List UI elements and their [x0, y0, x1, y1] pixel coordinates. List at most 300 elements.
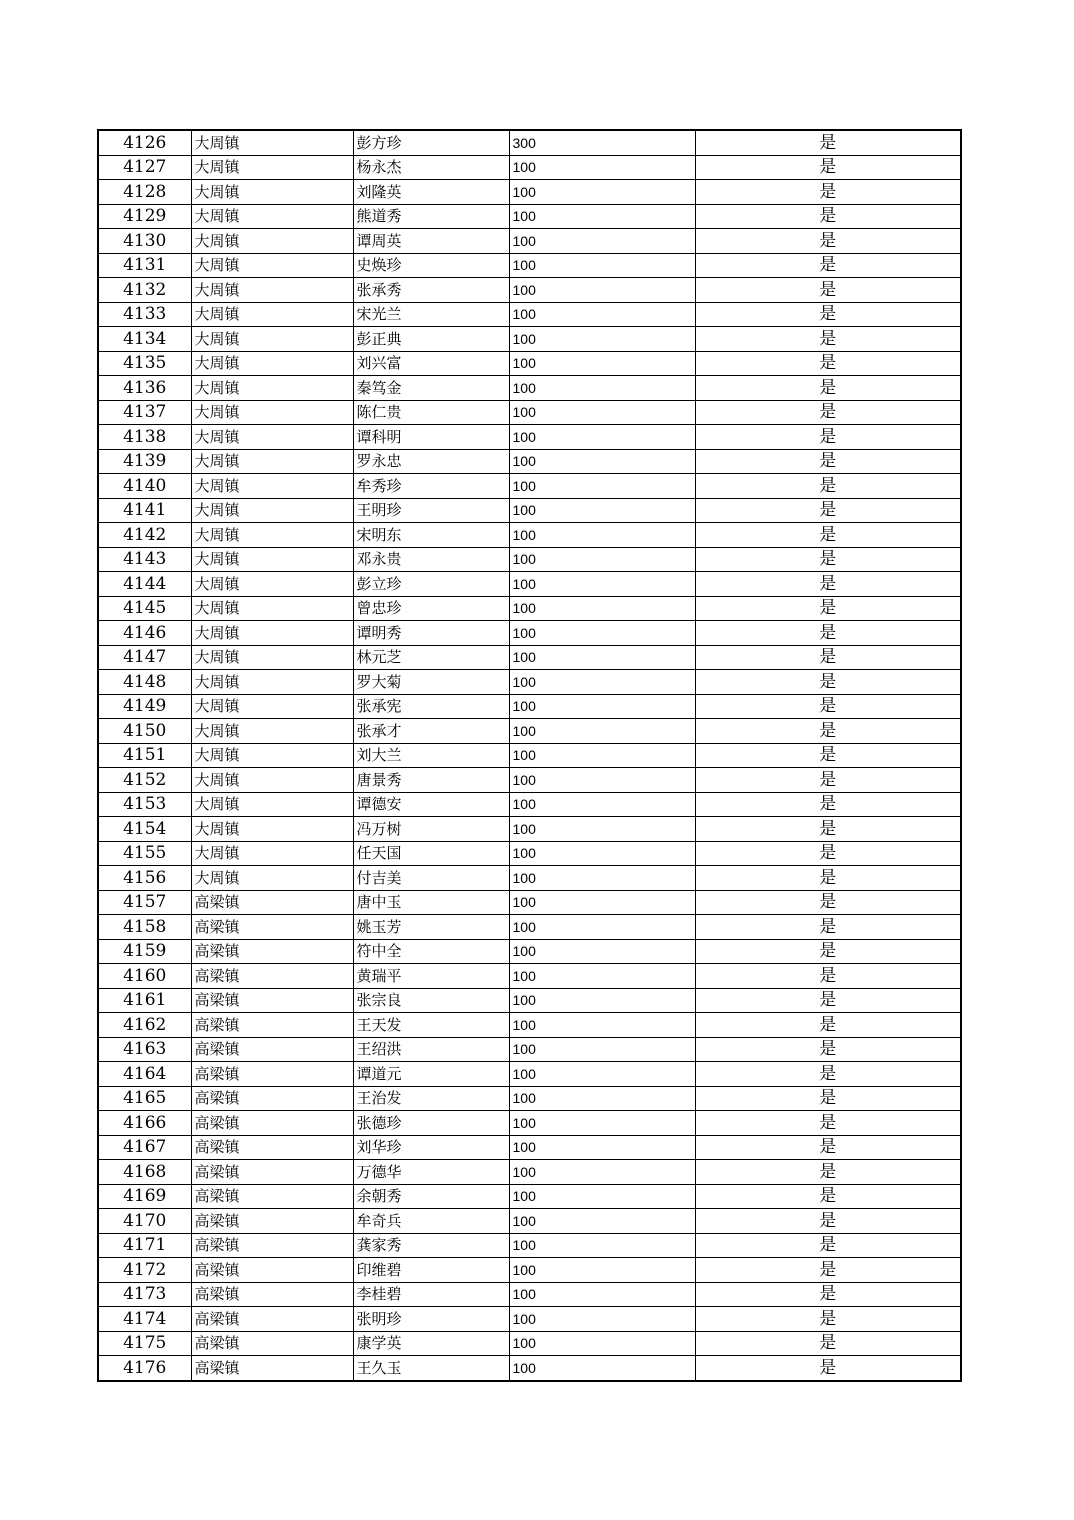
town-cell: 大周镇: [191, 523, 353, 548]
town-cell: 大周镇: [191, 400, 353, 425]
amount-cell: 100: [509, 939, 695, 964]
amount-cell: 100: [509, 1282, 695, 1307]
status-cell: 是: [695, 351, 961, 376]
town-cell: 大周镇: [191, 376, 353, 401]
town-cell: 高梁镇: [191, 1013, 353, 1038]
status-cell: 是: [695, 229, 961, 254]
status-cell: 是: [695, 890, 961, 915]
person-name-cell: 宋光兰: [353, 302, 509, 327]
person-name-cell: 唐景秀: [353, 768, 509, 793]
amount-cell: 100: [509, 964, 695, 989]
person-name-cell: 谭明秀: [353, 621, 509, 646]
row-number-cell: 4171: [98, 1233, 191, 1258]
town-cell: 大周镇: [191, 253, 353, 278]
person-name-cell: 冯万树: [353, 817, 509, 842]
person-name-cell: 谭科明: [353, 425, 509, 450]
table-row: [98, 621, 961, 646]
row-number-cell: 4132: [98, 278, 191, 303]
status-cell: 是: [695, 1013, 961, 1038]
table-row: [98, 1086, 961, 1111]
table-row: [98, 180, 961, 205]
row-number-cell: 4168: [98, 1160, 191, 1185]
amount-cell: 100: [509, 449, 695, 474]
status-cell: 是: [695, 474, 961, 499]
row-number-cell: 4165: [98, 1086, 191, 1111]
town-cell: 大周镇: [191, 474, 353, 499]
status-cell: 是: [695, 1111, 961, 1136]
person-name-cell: 刘隆英: [353, 180, 509, 205]
row-number-cell: 4142: [98, 523, 191, 548]
table-row: [98, 278, 961, 303]
amount-cell: 100: [509, 1356, 695, 1381]
table-row: [98, 155, 961, 180]
status-cell: 是: [695, 768, 961, 793]
amount-cell: 100: [509, 400, 695, 425]
amount-cell: 100: [509, 351, 695, 376]
row-number-cell: 4153: [98, 792, 191, 817]
status-cell: 是: [695, 1037, 961, 1062]
table-row: [98, 253, 961, 278]
status-cell: 是: [695, 817, 961, 842]
town-cell: 大周镇: [191, 425, 353, 450]
town-cell: 高梁镇: [191, 939, 353, 964]
status-cell: 是: [695, 1135, 961, 1160]
status-cell: 是: [695, 547, 961, 572]
table-row: [98, 400, 961, 425]
amount-cell: 100: [509, 1160, 695, 1185]
town-cell: 高梁镇: [191, 1160, 353, 1185]
town-cell: 大周镇: [191, 351, 353, 376]
person-name-cell: 谭德安: [353, 792, 509, 817]
row-number-cell: 4136: [98, 376, 191, 401]
table-row: [98, 1233, 961, 1258]
amount-cell: 100: [509, 278, 695, 303]
status-cell: 是: [695, 1282, 961, 1307]
row-number-cell: 4161: [98, 988, 191, 1013]
amount-cell: 100: [509, 768, 695, 793]
table-row: [98, 1258, 961, 1283]
table-row: [98, 1282, 961, 1307]
person-name-cell: 任天国: [353, 841, 509, 866]
row-number-cell: 4126: [98, 130, 191, 155]
row-number-cell: 4167: [98, 1135, 191, 1160]
table-row: [98, 768, 961, 793]
amount-cell: 100: [509, 866, 695, 891]
table-row: [98, 719, 961, 744]
town-cell: 大周镇: [191, 768, 353, 793]
town-cell: 大周镇: [191, 621, 353, 646]
town-cell: 大周镇: [191, 155, 353, 180]
table-row: [98, 302, 961, 327]
amount-cell: 100: [509, 547, 695, 572]
row-number-cell: 4166: [98, 1111, 191, 1136]
status-cell: 是: [695, 1160, 961, 1185]
row-number-cell: 4134: [98, 327, 191, 352]
row-number-cell: 4138: [98, 425, 191, 450]
table-row: [98, 1307, 961, 1332]
status-cell: 是: [695, 915, 961, 940]
person-name-cell: 张承宪: [353, 694, 509, 719]
table-row: [98, 474, 961, 499]
person-name-cell: 史焕珍: [353, 253, 509, 278]
status-cell: 是: [695, 204, 961, 229]
row-number-cell: 4172: [98, 1258, 191, 1283]
row-number-cell: 4163: [98, 1037, 191, 1062]
table-row: [98, 572, 961, 597]
town-cell: 高梁镇: [191, 1062, 353, 1087]
amount-cell: 100: [509, 841, 695, 866]
town-cell: 大周镇: [191, 841, 353, 866]
amount-cell: 100: [509, 1037, 695, 1062]
person-name-cell: 熊道秀: [353, 204, 509, 229]
row-number-cell: 4169: [98, 1184, 191, 1209]
table-body: [98, 130, 961, 1381]
status-cell: 是: [695, 1258, 961, 1283]
person-name-cell: 杨永杰: [353, 155, 509, 180]
table-row: [98, 694, 961, 719]
town-cell: 大周镇: [191, 180, 353, 205]
amount-cell: 100: [509, 817, 695, 842]
row-number-cell: 4137: [98, 400, 191, 425]
town-cell: 高梁镇: [191, 1086, 353, 1111]
table-row: [98, 1062, 961, 1087]
table-row: [98, 890, 961, 915]
amount-cell: 100: [509, 204, 695, 229]
amount-cell: 100: [509, 1258, 695, 1283]
table-row: [98, 1356, 961, 1381]
status-cell: 是: [695, 498, 961, 523]
table-row: [98, 596, 961, 621]
table-row: [98, 988, 961, 1013]
row-number-cell: 4127: [98, 155, 191, 180]
town-cell: 大周镇: [191, 792, 353, 817]
town-cell: 大周镇: [191, 547, 353, 572]
table-row: [98, 1209, 961, 1234]
table-row: [98, 1135, 961, 1160]
town-cell: 高梁镇: [191, 1258, 353, 1283]
amount-cell: 100: [509, 1331, 695, 1356]
status-cell: 是: [695, 130, 961, 155]
row-number-cell: 4146: [98, 621, 191, 646]
table-row: [98, 817, 961, 842]
status-cell: 是: [695, 180, 961, 205]
amount-cell: 100: [509, 890, 695, 915]
table-row: [98, 1037, 961, 1062]
person-name-cell: 罗大菊: [353, 670, 509, 695]
amount-cell: 100: [509, 523, 695, 548]
table-row: [98, 376, 961, 401]
row-number-cell: 4140: [98, 474, 191, 499]
table-row: [98, 743, 961, 768]
row-number-cell: 4164: [98, 1062, 191, 1087]
amount-cell: 100: [509, 645, 695, 670]
status-cell: 是: [695, 743, 961, 768]
table-row: [98, 523, 961, 548]
amount-cell: 100: [509, 743, 695, 768]
row-number-cell: 4152: [98, 768, 191, 793]
row-number-cell: 4159: [98, 939, 191, 964]
table-row: [98, 229, 961, 254]
town-cell: 高梁镇: [191, 1111, 353, 1136]
town-cell: 大周镇: [191, 130, 353, 155]
row-number-cell: 4154: [98, 817, 191, 842]
person-name-cell: 刘大兰: [353, 743, 509, 768]
amount-cell: 100: [509, 253, 695, 278]
amount-cell: 100: [509, 621, 695, 646]
amount-cell: 100: [509, 1062, 695, 1087]
person-name-cell: 王治发: [353, 1086, 509, 1111]
row-number-cell: 4130: [98, 229, 191, 254]
row-number-cell: 4162: [98, 1013, 191, 1038]
town-cell: 大周镇: [191, 278, 353, 303]
row-number-cell: 4155: [98, 841, 191, 866]
person-name-cell: 张承才: [353, 719, 509, 744]
row-number-cell: 4141: [98, 498, 191, 523]
amount-cell: 100: [509, 694, 695, 719]
town-cell: 大周镇: [191, 302, 353, 327]
town-cell: 高梁镇: [191, 1233, 353, 1258]
amount-cell: 100: [509, 1086, 695, 1111]
person-name-cell: 印维碧: [353, 1258, 509, 1283]
table-row: [98, 130, 961, 155]
table-row: [98, 841, 961, 866]
amount-cell: 100: [509, 1233, 695, 1258]
amount-cell: 100: [509, 376, 695, 401]
town-cell: 大周镇: [191, 204, 353, 229]
status-cell: 是: [695, 572, 961, 597]
person-name-cell: 王明珍: [353, 498, 509, 523]
status-cell: 是: [695, 988, 961, 1013]
person-name-cell: 张承秀: [353, 278, 509, 303]
person-name-cell: 余朝秀: [353, 1184, 509, 1209]
amount-cell: 100: [509, 425, 695, 450]
table-row: [98, 866, 961, 891]
amount-cell: 100: [509, 180, 695, 205]
person-name-cell: 张宗良: [353, 988, 509, 1013]
town-cell: 大周镇: [191, 719, 353, 744]
amount-cell: 100: [509, 498, 695, 523]
person-name-cell: 张明珍: [353, 1307, 509, 1332]
table-row: [98, 1013, 961, 1038]
town-cell: 高梁镇: [191, 890, 353, 915]
row-number-cell: 4156: [98, 866, 191, 891]
table-row: [98, 351, 961, 376]
status-cell: 是: [695, 719, 961, 744]
row-number-cell: 4160: [98, 964, 191, 989]
person-name-cell: 彭正典: [353, 327, 509, 352]
person-name-cell: 牟奇兵: [353, 1209, 509, 1234]
row-number-cell: 4175: [98, 1331, 191, 1356]
status-cell: 是: [695, 1356, 961, 1381]
person-name-cell: 刘兴富: [353, 351, 509, 376]
person-name-cell: 王久玉: [353, 1356, 509, 1381]
table-row: [98, 547, 961, 572]
status-cell: 是: [695, 376, 961, 401]
town-cell: 大周镇: [191, 817, 353, 842]
person-name-cell: 谭周英: [353, 229, 509, 254]
status-cell: 是: [695, 1209, 961, 1234]
table-row: [98, 915, 961, 940]
person-name-cell: 林元芝: [353, 645, 509, 670]
row-number-cell: 4174: [98, 1307, 191, 1332]
town-cell: 大周镇: [191, 743, 353, 768]
status-cell: 是: [695, 449, 961, 474]
status-cell: 是: [695, 1086, 961, 1111]
table-row: [98, 964, 961, 989]
row-number-cell: 4151: [98, 743, 191, 768]
town-cell: 高梁镇: [191, 988, 353, 1013]
person-name-cell: 王天发: [353, 1013, 509, 1038]
table-row: [98, 939, 961, 964]
row-number-cell: 4143: [98, 547, 191, 572]
status-cell: 是: [695, 1184, 961, 1209]
table-row: [98, 1331, 961, 1356]
town-cell: 大周镇: [191, 694, 353, 719]
person-name-cell: 曾忠珍: [353, 596, 509, 621]
table-row: [98, 1184, 961, 1209]
status-cell: 是: [695, 596, 961, 621]
person-name-cell: 付吉美: [353, 866, 509, 891]
person-name-cell: 刘华珍: [353, 1135, 509, 1160]
table-row: [98, 498, 961, 523]
town-cell: 高梁镇: [191, 1331, 353, 1356]
status-cell: 是: [695, 1331, 961, 1356]
person-name-cell: 王绍洪: [353, 1037, 509, 1062]
person-name-cell: 黄瑞平: [353, 964, 509, 989]
table-row: [98, 792, 961, 817]
status-cell: 是: [695, 964, 961, 989]
town-cell: 高梁镇: [191, 1282, 353, 1307]
amount-cell: 100: [509, 302, 695, 327]
person-name-cell: 谭道元: [353, 1062, 509, 1087]
town-cell: 大周镇: [191, 498, 353, 523]
person-name-cell: 李桂碧: [353, 1282, 509, 1307]
status-cell: 是: [695, 327, 961, 352]
amount-cell: 100: [509, 229, 695, 254]
person-name-cell: 牟秀珍: [353, 474, 509, 499]
person-name-cell: 康学英: [353, 1331, 509, 1356]
amount-cell: 100: [509, 474, 695, 499]
row-number-cell: 4158: [98, 915, 191, 940]
town-cell: 高梁镇: [191, 1209, 353, 1234]
amount-cell: 100: [509, 596, 695, 621]
person-name-cell: 姚玉芳: [353, 915, 509, 940]
table-row: [98, 670, 961, 695]
row-number-cell: 4135: [98, 351, 191, 376]
person-name-cell: 彭方珍: [353, 130, 509, 155]
amount-cell: 100: [509, 1307, 695, 1332]
town-cell: 大周镇: [191, 596, 353, 621]
row-number-cell: 4144: [98, 572, 191, 597]
row-number-cell: 4131: [98, 253, 191, 278]
status-cell: 是: [695, 939, 961, 964]
status-cell: 是: [695, 1307, 961, 1332]
town-cell: 高梁镇: [191, 1184, 353, 1209]
amount-cell: 100: [509, 988, 695, 1013]
person-name-cell: 秦笃金: [353, 376, 509, 401]
town-cell: 高梁镇: [191, 1307, 353, 1332]
row-number-cell: 4139: [98, 449, 191, 474]
table-row: [98, 645, 961, 670]
status-cell: 是: [695, 253, 961, 278]
status-cell: 是: [695, 278, 961, 303]
amount-cell: 100: [509, 1013, 695, 1038]
status-cell: 是: [695, 400, 961, 425]
amount-cell: 100: [509, 792, 695, 817]
row-number-cell: 4173: [98, 1282, 191, 1307]
person-name-cell: 邓永贵: [353, 547, 509, 572]
status-cell: 是: [695, 866, 961, 891]
row-number-cell: 4148: [98, 670, 191, 695]
status-cell: 是: [695, 621, 961, 646]
table-row: [98, 204, 961, 229]
row-number-cell: 4147: [98, 645, 191, 670]
status-cell: 是: [695, 841, 961, 866]
amount-cell: 100: [509, 719, 695, 744]
status-cell: 是: [695, 792, 961, 817]
person-name-cell: 彭立珍: [353, 572, 509, 597]
status-cell: 是: [695, 302, 961, 327]
table-row: [98, 1111, 961, 1136]
amount-cell: 100: [509, 915, 695, 940]
status-cell: 是: [695, 1062, 961, 1087]
amount-cell: 100: [509, 1209, 695, 1234]
town-cell: 高梁镇: [191, 964, 353, 989]
status-cell: 是: [695, 523, 961, 548]
town-cell: 大周镇: [191, 645, 353, 670]
row-number-cell: 4149: [98, 694, 191, 719]
row-number-cell: 4157: [98, 890, 191, 915]
status-cell: 是: [695, 1233, 961, 1258]
status-cell: 是: [695, 425, 961, 450]
amount-cell: 100: [509, 1135, 695, 1160]
status-cell: 是: [695, 645, 961, 670]
town-cell: 大周镇: [191, 572, 353, 597]
row-number-cell: 4129: [98, 204, 191, 229]
status-cell: 是: [695, 155, 961, 180]
row-number-cell: 4150: [98, 719, 191, 744]
row-number-cell: 4176: [98, 1356, 191, 1381]
amount-cell: 100: [509, 572, 695, 597]
town-cell: 高梁镇: [191, 915, 353, 940]
row-number-cell: 4170: [98, 1209, 191, 1234]
person-name-cell: 唐中玉: [353, 890, 509, 915]
person-name-cell: 张德珍: [353, 1111, 509, 1136]
person-name-cell: 龚家秀: [353, 1233, 509, 1258]
row-number-cell: 4128: [98, 180, 191, 205]
person-name-cell: 万德华: [353, 1160, 509, 1185]
person-name-cell: 宋明东: [353, 523, 509, 548]
town-cell: 高梁镇: [191, 1037, 353, 1062]
amount-cell: 100: [509, 1111, 695, 1136]
town-cell: 大周镇: [191, 670, 353, 695]
town-cell: 大周镇: [191, 449, 353, 474]
town-cell: 大周镇: [191, 866, 353, 891]
data-table: [97, 129, 962, 1382]
table-row: [98, 327, 961, 352]
amount-cell: 100: [509, 1184, 695, 1209]
person-name-cell: 符中全: [353, 939, 509, 964]
status-cell: 是: [695, 670, 961, 695]
town-cell: 高梁镇: [191, 1135, 353, 1160]
table-row: [98, 1160, 961, 1185]
town-cell: 大周镇: [191, 327, 353, 352]
row-number-cell: 4145: [98, 596, 191, 621]
status-cell: 是: [695, 694, 961, 719]
table-row: [98, 425, 961, 450]
amount-cell: 100: [509, 155, 695, 180]
amount-cell: 100: [509, 670, 695, 695]
